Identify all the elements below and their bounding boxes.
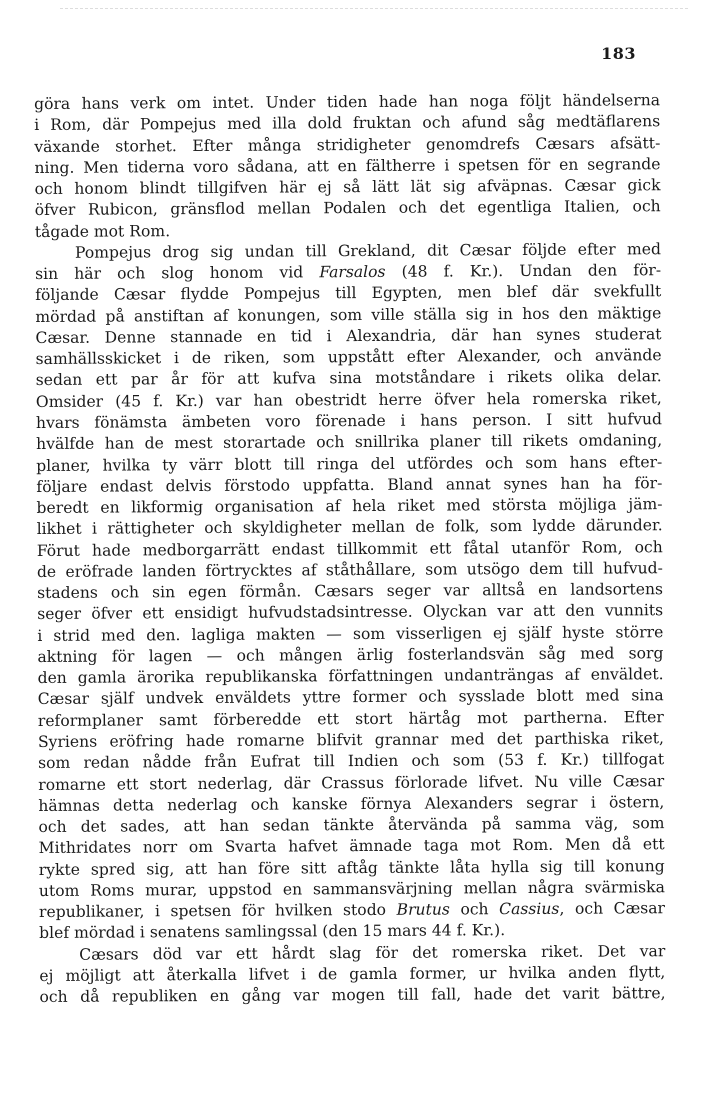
text-line: reformplaner samt förberedde ett stort härtåg mot partherna. Efter [37,707,664,730]
text-line: och det sades, att han sedan tänkte återvända på samma väg, som [38,814,665,837]
text-line: de eröfrade landen förtrycktes af ståthållare, som utsögo dem till hufvud- [36,559,663,581]
top-edge-rule [60,8,688,9]
text-line: utom Roms murar, uppstod en sammansvärjning mellan några svärmiska [38,877,665,900]
text-line: som redan nådde från Eufrat till Indien och som (53 f. Kr.) tillfogat [38,750,665,773]
text-line: planer, hvilka ty värr blott till ringa del utfördes och som hans efter- [36,452,663,475]
text-line: Cæsar. Denne stannade en tid i Alexandria, där han synes studerat [35,325,662,347]
text-line: följare endast delvis förstodo uppfatta. Bland annat synes han ha för- [36,473,663,496]
text-line: växande storhet. Efter många stridigheter genomdrefs Cæsars afsätt- [34,133,661,156]
text-line: ej möjligt att återkalla lifvet i de gamla former, ur hvilka anden flytt, [39,963,666,985]
text-line: i Rom, där Pompejus med illa dold fruktan och afund såg medtäflarens [34,112,661,135]
text-line: följande Cæsar flydde Pompejus till Egypten, men blef där svekfullt [35,282,662,305]
text-line: den gamla ärorika republikanska författningen undanträngas af enväldet. [37,665,664,688]
text-line: seger öfver ett ensidigt hufvudstadsintresse. Olyckan var att den vunnits [37,601,664,624]
text-line: likhet i rättigheter och skyldigheter mellan de folk, som lydde därunder. [36,516,663,539]
text-line: göra hans verk om intet. Under tiden hade han noga följt händelserna [34,91,661,113]
text-line: Cæsars död var ett hårdt slag för det romerska riket. Det var [79,941,666,964]
text-line: ning. Men tiderna voro sådana, att en fältherre i spetsen för en segrande [34,154,661,177]
text-line: republikaner, i spetsen för hvilken stodo Brutus och Cassius, och Cæsar [38,899,666,922]
text-line: rykte spred sig, att han före sitt aftåg tänkte låta hylla sig till konung [38,856,665,879]
text-line: öfver Rubicon, gränsflod mellan Podalen och det egentliga Italien, och [34,197,661,220]
text-line: sin här och slog honom vid Farsalos (48 f. Kr.). Undan den för- [35,261,662,284]
text-line: Omsider (45 f. Kr.) var han obestridt herre öfver hela romerska riket, [35,388,662,411]
text-line: Syriens eröfring hade romarne blifvit grannar med det parthiska riket, [37,729,665,751]
text-line: sedan ett par år för att kufva sina motståndare i rikets olika delar. [35,367,662,390]
text-line: och honom blindt tillgifven här ej så lätt lät sig afväpnas. Cæsar gick [34,176,661,199]
text-line: Förut hade medborgarrätt endast tillkommit ett fåtal utanför Rom, och [36,537,663,560]
page-number: 183 [601,44,636,63]
text-line: tågade mot Rom. [34,221,171,241]
text-line: beredt en likformig organisation af hela riket med största möjliga jäm- [36,495,663,518]
text-line: blef mördad i senatens samlingssal (den 15 mars 44 f. Kr.). [39,921,506,943]
text-line: Mithridates norr om Svarta hafvet ämnade taga mot Rom. Men då ett [38,835,665,858]
body-text [34,90,666,1008]
text-line: hvars fönämsta ämbeten voro förenade i hans person. I sitt hufvud [35,410,663,432]
text-line: hvälfde han de mest storartade och snillrika planer till rikets omdaning, [36,431,663,454]
text-line: mördad på anstiftan af konungen, som ville ställa sig in hos den mäktige [35,303,662,326]
text-line: och då republiken en gång var mogen till fall, hade det varit bättre, [39,984,666,1007]
text-line: samhällsskicket i de riken, som uppstått efter Alexander, och använde [35,346,662,369]
text-line: romarne ett stort nederlag, där Crassus förlorade lifvet. Nu ville Cæsar [38,771,665,794]
text-line: Pompejus drog sig undan till Grekland, dit Cæsar följde efter med [74,240,662,262]
text-line: aktning för lagen — och mången ärlig fosterlandsvän såg med sorg [37,644,664,666]
text-line: hämnas detta nederlag och kanske förnya Alexanders segrar i östern, [38,792,665,815]
text-line: Cæsar själf undvek enväldets yttre former och sysslade blott med sina [37,686,664,709]
text-line: i strid med den. lagliga makten — som visserligen ej själf hyste större [37,622,664,645]
text-line: stadens och sin egen förmån. Cæsars seger var alltså en landsortens [36,580,664,603]
